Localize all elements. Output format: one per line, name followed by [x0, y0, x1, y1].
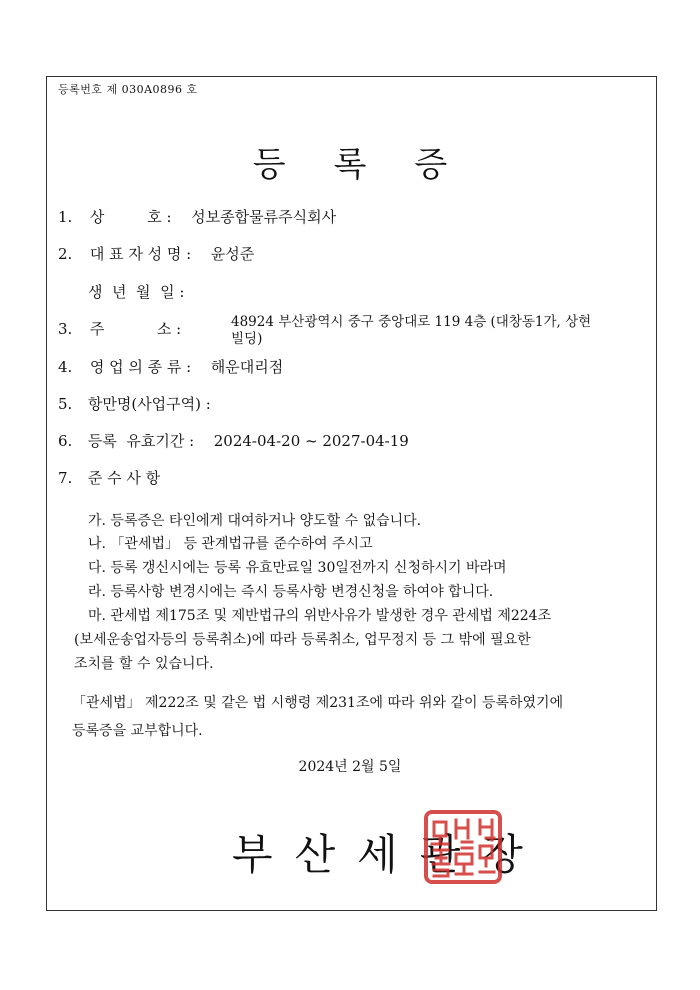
field-port-name: 5. 항만명(사업구역) : — [58, 395, 211, 413]
field-label: 생 년 월 일 : — [88, 283, 185, 301]
notice-item-continued: 조치를 할 수 있습니다. — [74, 656, 214, 672]
issuance-statement-line-2: 등록증을 교부합니다. — [72, 723, 203, 739]
registration-number: 등록번호 제 030A0896 호 — [58, 83, 198, 96]
notice-item-continued: (보세운송업자등의 등록취소)에 따라 등록취소, 업무정지 등 그 밖에 필요한 — [74, 632, 531, 648]
issue-date: 2024년 2월 5일 — [298, 759, 402, 775]
issuer-name: 부산세관장 — [232, 830, 545, 879]
field-birthdate — [88, 281, 184, 302]
field-address-value-2: 빌딩) — [231, 331, 263, 347]
field-validity-period: 6. 등록 유효기간 : 2024-04-20 ~ 2027-04-19 — [58, 432, 409, 450]
official-seal-stamp — [424, 810, 502, 884]
field-value: 성보종합물류주식회사 — [191, 208, 337, 226]
field-label: 주 소 : — [89, 320, 182, 338]
seal-glyphs-icon — [428, 814, 498, 880]
field-address-value-1: 48924 부산광역시 중구 중앙대로 119 4층 (대창동1가, 상현 — [231, 314, 592, 330]
notice-item: 마. 관세법 제175조 및 제반법규의 위반사유가 발생한 경우 관세법 제224조 — [88, 608, 552, 624]
field-label: 영 업 의 종 류 : — [89, 358, 192, 376]
field-label: 준 수 사 항 — [87, 469, 161, 487]
notice-item: 라. 등록사항 변경시에는 즉시 등록사항 변경신청을 하여야 합니다. — [88, 584, 494, 600]
field-address: 3. 주 소 : — [58, 320, 182, 338]
field-compliance: 7. 준 수 사 항 — [58, 469, 161, 487]
issuance-statement-line-1: 「관세법」 제222조 및 같은 법 시행령 제231조에 따라 위와 같이 등록하였기에 — [72, 695, 564, 711]
field-label: 항만명(사업구역) : — [87, 395, 211, 413]
notice-item: 다. 등록 갱신시에는 등록 유효만료일 30일전까지 신청하시기 바라며 — [88, 560, 507, 576]
field-label: 등록 유효기간 : — [87, 432, 195, 450]
document-title: 등록증 — [252, 145, 496, 185]
field-business-type: 4. 영 업 의 종 류 : 해운대리점 — [58, 358, 284, 376]
certificate-border — [46, 76, 657, 911]
field-label: 대 표 자 성 명 : — [89, 245, 192, 263]
field-value: 윤성준 — [210, 245, 255, 263]
field-value: 해운대리점 — [210, 358, 284, 376]
field-value: 2024-04-20 ~ 2027-04-19 — [213, 432, 409, 450]
field-trade-name: 1. 상 호 : 성보종합물류주식회사 — [58, 208, 337, 226]
field-label: 상 호 : — [89, 208, 172, 226]
notice-item: 나. 「관세법」 등 관계법규를 준수하여 주시고 — [88, 536, 373, 552]
field-representative: 2. 대 표 자 성 명 : 윤성준 — [58, 245, 255, 263]
notice-item: 가. 등록증은 타인에게 대여하거나 양도할 수 없습니다. — [88, 513, 422, 529]
